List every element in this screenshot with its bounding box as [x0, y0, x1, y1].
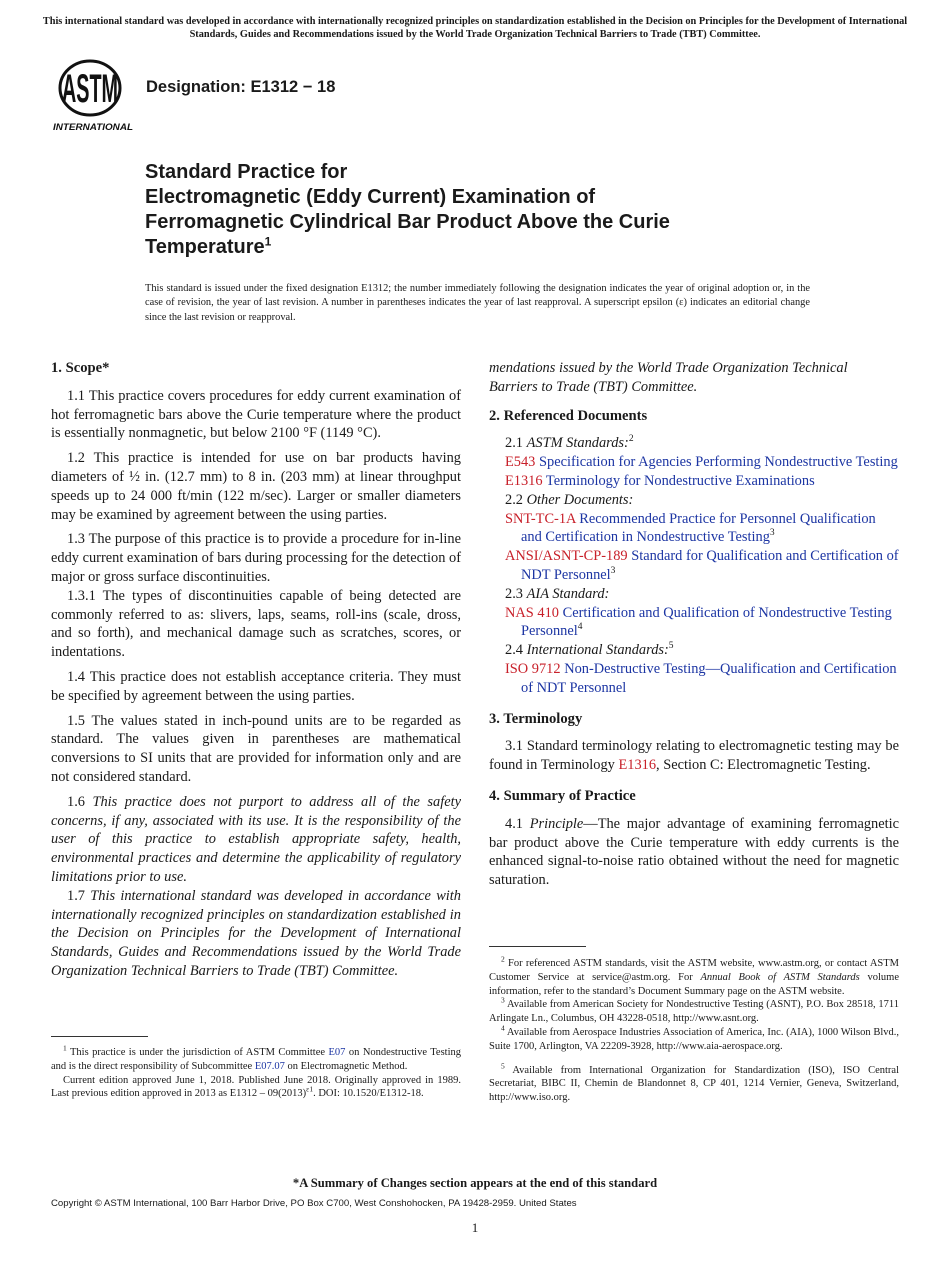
ref-e543[interactable]: [489, 453, 899, 472]
page-number: 1: [471, 1220, 479, 1235]
scope-1-6: [51, 793, 461, 887]
e1316-title[interactable]: Terminology for Nondestructive Examinations: [545, 472, 815, 489]
ansi-code[interactable]: ANSI/ASNT-CP-189: [505, 548, 628, 565]
footnote-1: [51, 1043, 462, 1074]
referenced-heading: 2. Referenced Documents: [489, 407, 648, 424]
footnote-4-mark: 4: [501, 1023, 505, 1033]
footnotes-right: [489, 954, 900, 1105]
footnote-5-mark: 5: [501, 1061, 505, 1071]
aia-label: AIA Standard:: [526, 585, 610, 602]
international-standards-label: [489, 641, 899, 660]
footnote-2: [489, 954, 900, 998]
snt-title[interactable]: Recommended Practice for Personnel Qualification and Certification in Nondestructive Testing: [521, 510, 876, 546]
terminology-text-b: , Section C: Electromagnetic Testing.: [656, 757, 871, 774]
intl-num: 2.4: [505, 642, 523, 659]
ref-iso-9712[interactable]: [489, 660, 899, 698]
ansi-sup: 3: [610, 566, 616, 577]
astm-sup: 2: [628, 434, 634, 445]
terminology-heading: 3. Terminology: [489, 710, 583, 727]
footnote-rule-right: [489, 946, 586, 947]
approval-text: Current edition approved June 1, 2018. Published June 2018. Originally approved in 1989. Last previous edition approved in 2013 as E1312 – 09(2013): [51, 1074, 461, 1100]
aia-standard-label: [489, 585, 899, 604]
astm-logo-mark: [52, 58, 136, 132]
footnotes-left: [51, 1043, 462, 1101]
scope-1-5: 1.5 The values stated in inch-pound units are to be regarded as standard. The values given in parentheses are mathematical conversions to SI units that are provided for information only and are not considered standard.: [51, 712, 461, 785]
footnote-5: [489, 1061, 900, 1105]
scope-1-7-num: 1.7: [67, 887, 85, 904]
approval-epsilon: ε1: [306, 1084, 314, 1094]
scope-heading: 1. Scope*: [51, 360, 110, 376]
ref-e1316[interactable]: [489, 472, 899, 491]
footnote-rule-left: [51, 1036, 148, 1037]
ref-nas-410[interactable]: [489, 604, 899, 642]
document-title: [145, 160, 845, 260]
copyright-line: Copyright © ASTM International, 100 Barr Harbor Drive, PO Box C700, West Conshohocken, PA 19428-2959. United States: [51, 1198, 577, 1209]
ref-ansi-asnt[interactable]: [489, 547, 899, 585]
scope-1-6-num: 1.6: [67, 793, 85, 810]
other-documents-label: [489, 491, 899, 510]
designation: Designation: E1312 − 18: [146, 78, 336, 96]
standards-notice: This international standard was developed in accordance with internationally recognized principles on standardization established in the Decision on Principles for the Development of International Standards, Guides and Recommendations issued by the World Trade Organization Technical Barriers to Trade (TBT) Committee.: [42, 16, 908, 40]
summary-heading: 4. Summary of Practice: [489, 787, 636, 804]
terminology-3-1: [489, 737, 899, 775]
doi-text: . DOI: 10.1520/E1312-18.: [313, 1088, 424, 1100]
astm-logo: [52, 58, 136, 132]
summary-text: —The major advantage of examining ferromagnetic bar product above the Curie temperature with eddy currents is the enhanced signal-to-noise ratio obtained without the need for magnetic saturation.: [489, 815, 899, 889]
summary-4-1: [489, 815, 899, 890]
snt-sup: 3: [769, 528, 775, 539]
scope-1-7: [51, 887, 461, 981]
terminology-text-a: 3.1 Standard terminology relating to electromagnetic testing may be found in Terminology: [489, 738, 899, 774]
title-line-4: Temperature: [145, 236, 265, 258]
footnote-2-text-b: volume information, refer to the standard’s Document Summary page on the ASTM website.: [489, 971, 900, 997]
ref-snt-tc-1a[interactable]: [489, 510, 899, 548]
iso-title[interactable]: Non-Destructive Testing—Qualification and Certification of NDT Personnel: [521, 660, 897, 696]
footnote-5-text: Available from International Organization for Standardization (ISO), ISO Central Secretariat, BIBC II, Chemin de Blandonnet 8, CP 401, 1214 Vernier, Geneva, Switzerland, http://www.iso.org.: [489, 1064, 900, 1104]
scope-1-7-text: This international standard was developed in accordance with internationally recognized principles on standardization established in the Decision on Principles for the Development of International Standards, Guides and Recommendations issued by the World Trade Organization Technical Barriers to Trade (TBT) Committee.: [51, 887, 461, 979]
e543-code[interactable]: E543: [505, 454, 536, 471]
title-line-2: Electromagnetic (Eddy Current) Examination of: [145, 186, 596, 208]
footnote-3-text: Available from American Society for Nondestructive Testing (ASNT), P.O. Box 28518, 1711 Arlingate Ln., Columbus, OH 43228-0518, http://www.asnt.org.: [489, 999, 899, 1025]
committee-e07-link[interactable]: E07: [328, 1047, 346, 1058]
logo-letters: ASTM: [62, 67, 118, 111]
astm-label: ASTM Standards:: [526, 435, 629, 452]
nas-code[interactable]: NAS 410: [505, 604, 559, 621]
scope-1-3-1: 1.3.1 The types of discontinuities capable of being detected are commonly referred to as: slivers, laps, seams, roll-ins (scale, dross, and so forth), and mechanical damage such as scratches, scores, or indentations.: [51, 587, 461, 661]
footnote-4: [489, 1023, 899, 1054]
scope-1-2: 1.2 This practice is intended for use on bar products having diameters of ½ in. (12.7 mm) to 8 in. (203 mm) at linear throughput speeds up to 24 000 ft/min (122 m/sec). Larger or smaller diameters may be examined by agreement between the using parties.: [51, 450, 461, 523]
issued-note: This standard is issued under the fixed designation E1312; the number immediately following the designation indicates the year of original adoption or, in the case of revision, the year of last revision. A number in parentheses indicates the year of last reapproval. A superscript epsilon (ε) indicates an editorial change since the last revision or reapproval.: [145, 283, 810, 323]
nas-sup: 4: [577, 622, 583, 633]
scope-1-3: 1.3 The purpose of this practice is to provide a procedure for in-line eddy current examination of bars during processing for the detection of major or gross surface discontinuities.: [51, 531, 461, 585]
intl-label: International Standards:: [526, 642, 669, 659]
logo-subtext: INTERNATIONAL: [53, 122, 134, 133]
scope-1-1: 1.1 This practice covers procedures for eddy current examination of hot ferromagnetic bars above the Curie temperature where the product is essentially nonmagnetic, but below 2100 °F (1149 °C).: [51, 387, 461, 442]
astm-num: 2.1: [505, 435, 523, 452]
footnote-1-text-c: on Electromagnetic Method.: [287, 1060, 408, 1072]
footnote-3: [489, 995, 899, 1026]
intl-sup: 5: [668, 641, 674, 652]
footnote-1-mark: 1: [63, 1043, 67, 1053]
ansi-title[interactable]: Standard for Qualification and Certification of NDT Personnel: [521, 548, 899, 583]
astm-standards-label: [489, 434, 899, 453]
snt-code[interactable]: SNT-TC-1A: [505, 510, 576, 527]
footnote-1-text-a: This practice is under the jurisdiction of ASTM Committee: [70, 1047, 326, 1058]
approval-note: [51, 1074, 461, 1102]
subcommittee-e0707-link[interactable]: E07.07: [254, 1060, 285, 1072]
scope-1-4: 1.4 This practice does not establish acceptance criteria. They must be specified by agreement between the using parties.: [51, 668, 461, 704]
title-line-1: Standard Practice for: [145, 161, 348, 183]
footnote-2-mark: 2: [501, 954, 505, 964]
footnote-1-text-b: on Nondestructive Testing and is the direct responsibility of Subcommittee: [51, 1047, 462, 1072]
terminology-e1316-link[interactable]: E1316: [618, 757, 657, 774]
left-column: [51, 359, 461, 987]
footnote-4-text: Available from Aerospace Industries Association of America, Inc. (AIA), 1000 Wilson Blvd., Suite 1700, Arlington, VA 22209-3928, http://www.aia-aerospace.org.: [489, 1026, 899, 1052]
footnote-3-mark: 3: [501, 995, 505, 1005]
scope-1-7-continued: mendations issued by the World Trade Organization Technical Barriers to Trade (TBT) Committee.: [489, 360, 848, 395]
summary-of-changes-note: *A Summary of Changes section appears at the end of this standard: [292, 1176, 658, 1190]
scope-1-6-text: This practice does not purport to address all of the safety concerns, if any, associated with its use. It is the responsibility of the user of this practice to establish appropriate safety, health, environmental practices and determine the applicability of regulatory limitations prior to use.: [51, 793, 461, 885]
title-line-3: Ferromagnetic Cylindrical Bar Product Above the Curie: [145, 211, 670, 233]
summary-num: 4.1: [505, 815, 523, 832]
other-label: Other Documents:: [526, 491, 634, 508]
footnote-2-text-a: For referenced ASTM standards, visit the ASTM website, www.astm.org, or contact ASTM Customer Service at service@astm.org. For: [489, 958, 900, 983]
other-num: 2.2: [505, 491, 523, 508]
iso-code[interactable]: ISO 9712: [505, 660, 561, 677]
footnote-2-italic: Annual Book of ASTM Standards: [700, 971, 860, 983]
summary-label: Principle: [529, 815, 584, 832]
title-footnote-mark: 1: [264, 234, 272, 249]
right-column: [489, 359, 899, 896]
aia-num: 2.3: [505, 585, 523, 602]
e543-title[interactable]: Specification for Agencies Performing Nondestructive Testing: [539, 454, 898, 471]
nas-title[interactable]: Certification and Qualification of Nondestructive Testing Personnel: [521, 604, 892, 640]
e1316-code[interactable]: E1316: [505, 472, 543, 489]
